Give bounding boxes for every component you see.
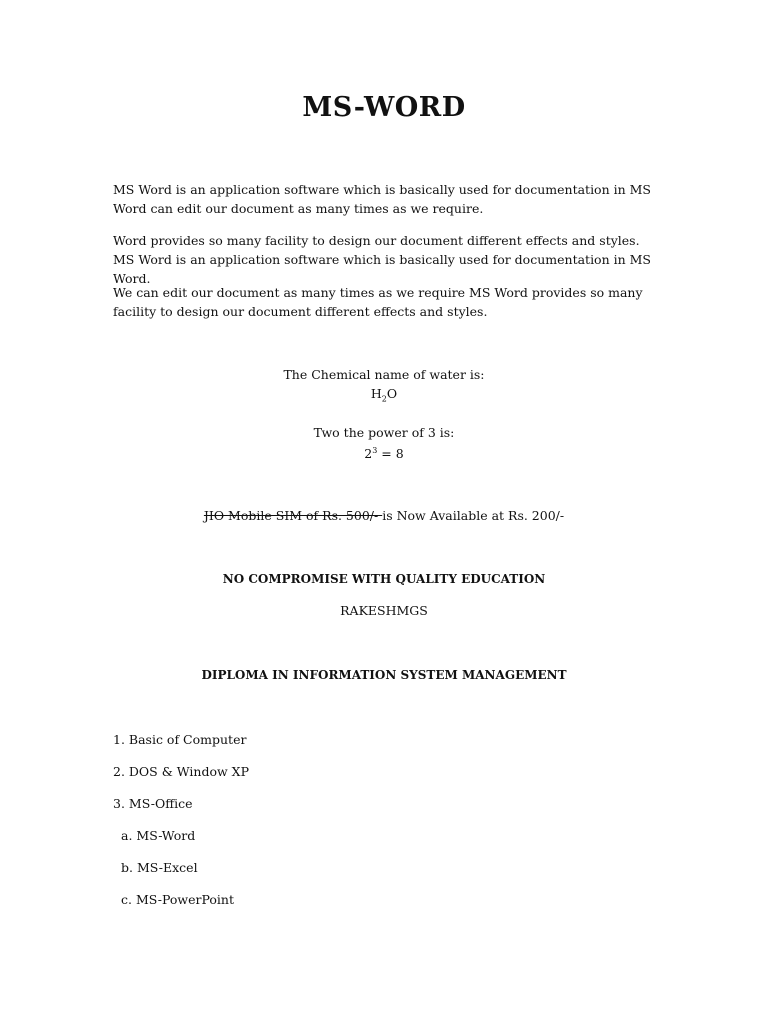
power-exponent: 3 — [372, 446, 378, 455]
sublist-item-ms-powerpoint: c. MS-PowerPoint — [121, 892, 234, 907]
power-base: 2 — [364, 446, 373, 462]
list-item-dos-windows: 2. DOS & Window XP — [113, 764, 249, 779]
power-equation — [0, 442, 768, 463]
document-title: MS-WORD — [302, 92, 466, 123]
list-item-ms-office: 3. MS-Office — [113, 796, 193, 811]
power-result: = 8 — [377, 446, 404, 462]
paragraph-2: Word provides so many facility to design our document different effects and styles. MS Word is an application software which is basically used for documentation in MS Word. — [113, 233, 651, 286]
author-name: RAKESHMGS — [340, 603, 428, 618]
offer-line — [0, 507, 768, 525]
power-label: Two the power of 3 is: — [313, 425, 455, 440]
sublist-item-ms-word: a. MS-Word — [121, 828, 196, 843]
formula-base: H — [370, 386, 382, 401]
formula-end: O — [386, 386, 398, 401]
list-item-basic-computer: 1. Basic of Computer — [113, 732, 247, 747]
course-title: DIPLOMA IN INFORMATION SYSTEM MANAGEMENT — [201, 668, 567, 682]
offer-new-price: is Now Available at Rs. 200/- — [382, 508, 565, 523]
paragraph-3: We can edit our document as many times as we require MS Word provides so many facility to design our document different effects and styles. — [113, 285, 643, 319]
sublist-item-ms-excel: b. MS-Excel — [121, 860, 198, 875]
slogan: NO COMPROMISE WITH QUALITY EDUCATION — [222, 572, 546, 586]
formula-subscript: 2 — [381, 394, 387, 404]
offer-old-price: JIO Mobile SIM of Rs. 500/- — [203, 508, 383, 523]
water-formula — [0, 385, 768, 409]
paragraph-1: MS Word is an application software which is basically used for documentation in MS Word can edit our document as many times as we require. — [113, 182, 651, 216]
water-label: The Chemical name of water is: — [283, 367, 485, 382]
